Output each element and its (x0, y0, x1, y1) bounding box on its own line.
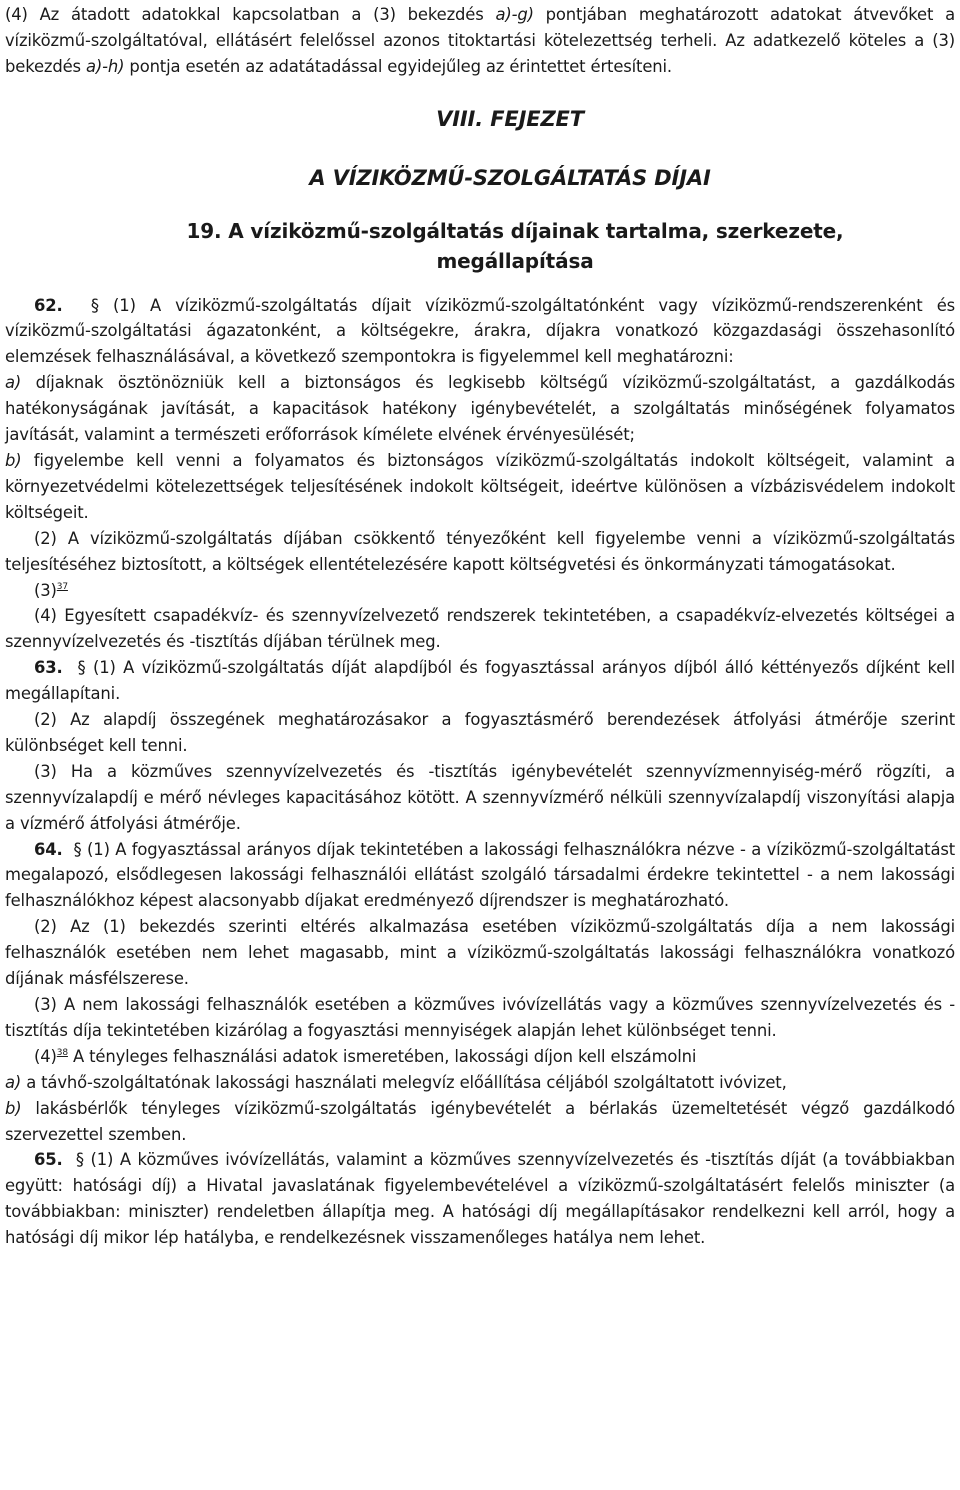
section-62-paragraph-1: 62. § (1) A víziközmű-szolgáltatás díjait víziközmű-szolgáltatónként vagy víziközmű-rendszerenként és víziközmű-szolgáltatási ágazatonként, a költségekre, árakra, díjakra vonatkozó közgazdasági összehasonlító elemzések felhasználásával, a következő szempontokra is figyelemmel kell meghatározni: (5, 295, 956, 367)
section-64-paragraph-4: $(4)^{38}$ A tényleges felhasználási adatok ismeretében, lakossági díjon kell elszámolni (34, 1046, 697, 1066)
section-63-paragraph-2: (2) Az alapdíj összegének meghatározásakor a fogyasztásmérő berendezések átfolyási átmérője szerint különbséget kell tenni. (5, 710, 955, 755)
chapter-title: A VÍZIKÖZMŰ-SZOLGÁLTATÁS DÍJAI (309, 165, 711, 190)
section-heading: 19. A víziközmű-szolgáltatás díjainak tartalma, szerkezete, megállapítása (186, 218, 844, 273)
section-62-paragraph-4: (4) Egyesített csapadékvíz- és szennyvízelvezető rendszerek tekintetében, a csapadékvíz-elvezetés költségei a szennyvízelvezetés és -tisztítás díjában térülnek meg. (5, 606, 955, 652)
section-number: 62. (34, 295, 63, 315)
section-sign-icon: § (75, 1150, 84, 1170)
section-sign-icon: § (77, 658, 86, 678)
footnote-link[interactable]: 38 (56, 1047, 68, 1058)
section-sign-icon: § (90, 295, 99, 315)
section-number: 63. (34, 658, 63, 678)
footnote-link[interactable]: 37 (56, 581, 68, 592)
section-64-point-b: b) lakásbérlők tényleges víziközmű-szolgáltatás igénybevételét a bérlakás üzemeltetését végző gazdálkodó szervezettel szemben. (5, 1098, 955, 1144)
section-63-paragraph-3: (3) Ha a közműves szennyvízelvezetés és -tisztítás igénybevételét szennyvízmennyiség-mérő rögzíti, a szennyvízalapdíj e mérő névleges kapacitásához kötött. A szennyvízmérő nélküli szennyvízalapdíj viszonyítási alapja a vízmérő átfolyási átmérője. (5, 761, 955, 833)
section-64-paragraph-2: (2) Az (1) bekezdés szerinti eltérés alkalmazása esetében víziközmű-szolgáltatás díja a nem lakossági felhasználók esetében nem lehet magasabb, mint a víziközmű-szolgáltatás lakossági felhasználókra vonatkozó díjának másfélszerese. (5, 917, 955, 989)
section-62-point-a: a) díjaknak ösztönözniük kell a biztonságos és legkisebb költségű víziközmű-szolgáltatást, a gazdálkodás hatékonyságának javítását, a kapacitások hatékony igénybevételét, a szolgáltatás minőségének folyamatos javítását, valamint a természeti erőforrások kímélete elvének érvényesülését; (5, 373, 955, 445)
section-sign-icon: § (73, 839, 82, 859)
section-62-paragraph-2: (2) A víziközmű-szolgáltatás díjában csökkentő tényezőként kell figyelembe venni a víziközmű-szolgáltatás teljesítéséhez biztosított, a költségek ellentételezésére kapott költségvetési és önkormányzati támogatásokat. (5, 528, 955, 574)
section-64-point-a: a) a távhő-szolgáltatónak lakossági használati melegvíz előállítása céljából szolgáltatott ivóvizet, (5, 1072, 787, 1092)
chapter-number: VIII. FEJEZET (436, 106, 584, 131)
section-number: 64. (34, 839, 63, 859)
section-64-paragraph-1: 64. § (1) A fogyasztással arányos díjak tekintetében a lakossági felhasználókra nézve - a víziközmű-szolgáltatást megalapozó, elsődlegesen lakossági felhasználói ellátást szolgáló társadalmi érdekre tekintettel - a nem lakossági felhasználókhoz képest alacsonyabb díjakat eredményező díjrendszer is meghatározható. (5, 839, 955, 911)
section-number: 65. (34, 1150, 63, 1170)
section-63-paragraph-1: 63. § (1) A víziközmű-szolgáltatás díját alapdíjból és fogyasztással arányos díjból álló kéttényezős díjként kell megállapítani. (5, 658, 955, 704)
section-62-point-b: b) figyelembe kell venni a folyamatos és biztonságos víziközmű-szolgáltatás indokolt költségeit, valamint a környezetvédelmi kötelezettségek teljesítésének indokolt költségeit, ideértve különösen a vízbázisvédelem indokolt költségeit. (5, 450, 955, 522)
section-65-paragraph-1: 65. § (1) A közműves ivóvízellátás, valamint a közműves szennyvízelvezetés és -tisztítás díját (a továbbiakban együtt: hatósági díj) a Hivatal javaslatának figyelembevételével a víziközmű-szolgáltatásért felelős miniszter (a továbbiakban: miniszter) rendeletben állapítja meg. A hatósági díj megállapításakor rendelkezni kell arról, hogy a hatósági díj mikor lép hatályba, e rendelkezésnek visszamenőleges hatálya nem lehet. (5, 1150, 955, 1248)
section-62-paragraph-3: $(3)^{37}$ (34, 580, 68, 600)
paragraph-18-4: (4) Az átadott adatokkal kapcsolatban a (3) bekezdés a)-g) pontjában meghatározott adatokat átvevőket a víziközmű-szolgáltatóval, ellátásért felelőssel azonos titoktartási kötelezettség terheli. Az adatkezelő köteles a (3) bekezdés a)-h) pontja esetén az adatátadással egyidejűleg az érintettet értesíteni. (5, 5, 955, 76)
section-64-paragraph-3: (3) A nem lakossági felhasználók esetében a közműves ivóvízellátás vagy a közműves szennyvízelvezetés és -tisztítás díja tekintetében kizárólag a fogyasztási mennyiségek alapján lehet különbséget tenni. (5, 995, 955, 1040)
